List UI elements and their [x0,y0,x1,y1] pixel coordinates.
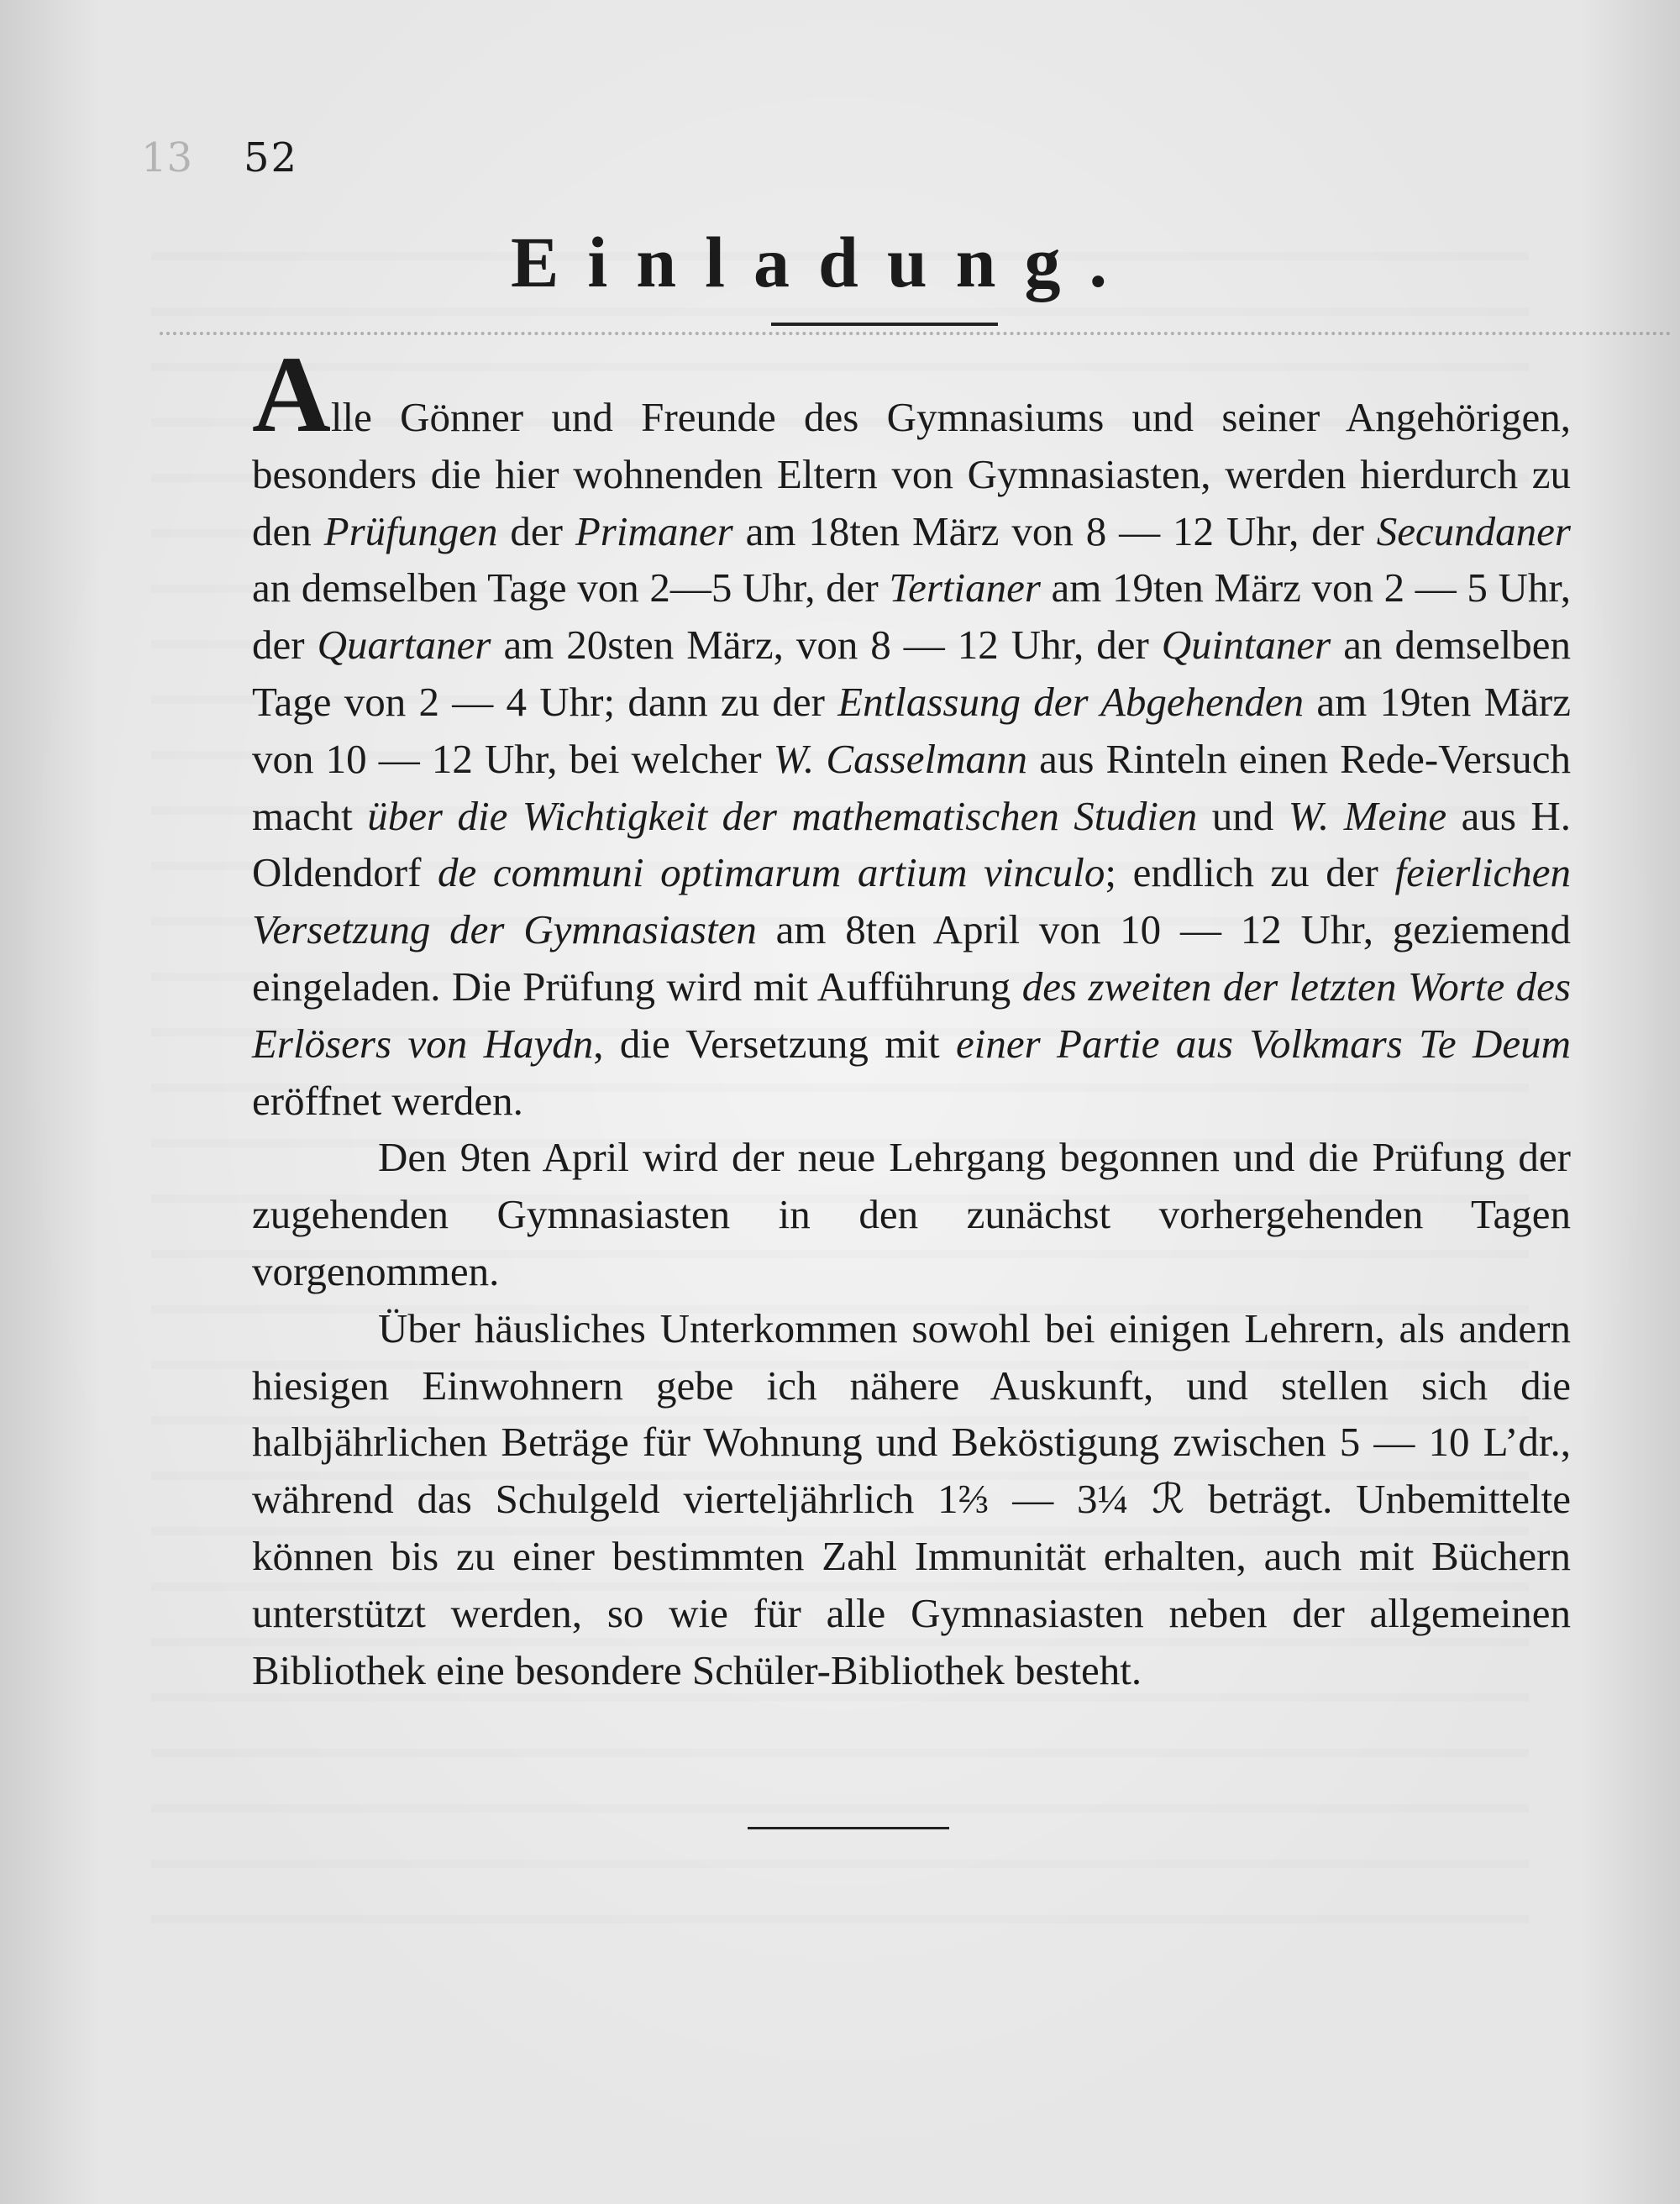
italic-phrase: W. Casselmann [773,735,1027,782]
text-run: am 20sten März, von 8 — 12 Uhr, der [491,622,1162,669]
body-paragraph [252,1300,1571,1699]
italic-phrase: feierlichen Versetzung der Gymnasiasten [252,849,1572,953]
drop-cap-letter: A [252,334,331,455]
body-text [252,334,1572,1698]
ornament-dotted-rule [160,332,1672,335]
body-paragraph [252,1129,1571,1299]
text-run: eröffnet werden. [252,1077,523,1124]
body-paragraph [252,334,1572,1129]
text-run: Über häusliches Unterkommen sowohl bei einigen Lehrern, als andern hiesigen Einwohnern gebe ich nähere Auskunft, und stellen sich die halbjährlichen Beträge für Wohnung und Beköstigung zwischen 5 — 10 L’dr., während das Schulgeld vierteljährlich 1⅔ — 3¼ ℛ beträgt. Unbemittelte können bis zu einer bestimmten Zahl Immunität erhalten, auch mit Büchern unterstützt werden, so wie für alle Gymnasiasten neben der allgemeinen Bibliothek eine besondere Schüler-Bibliothek besteht. [252,1304,1571,1693]
text-run: Den 9ten April wird der neue Lehrgang begonnen und die Prüfung der zugehenden Gymnasiasten in den zunächst vorhergehenden Tagen vorgenommen. [252,1134,1571,1294]
text-run: der [497,507,575,554]
italic-phrase: über die Wichtigkeit der mathematischen Studien [367,792,1198,839]
italic-phrase: des zweiten der letzten Worte des Erlösers von Haydn [252,963,1571,1067]
italic-phrase: einer Partie aus Volkmars Te Deum [955,1020,1571,1067]
italic-phrase: de communi optimarum artium vinculo [438,849,1105,896]
closing-rule [748,1827,949,1829]
italic-phrase: Entlassung der Abgehenden [837,678,1305,725]
text-run: ; endlich zu der [1105,849,1395,896]
italic-phrase: Secundaner [1376,507,1572,554]
italic-phrase: Quartaner [317,622,491,669]
italic-phrase: W. Meine [1288,792,1447,839]
text-run: und [1197,792,1289,839]
text-run: am 8ten April von 10 — 12 Uhr, geziemend eingeladen. Die Prüfung wird mit Aufführung [252,906,1571,1010]
text-run: aus H. Oldendorf [252,792,1571,896]
italic-phrase: Primaner [575,507,733,554]
text-run: an demselben Tage von 2—5 Uhr, der [252,564,890,611]
text-run: am 19ten März von 10 — 12 Uhr, bei welcher [252,678,1572,782]
italic-phrase: Prüfungen [323,507,498,554]
text-run: lle Gönner und Freunde des Gymnasiums und seiner Angehörigen, besonders die hier wohnenden Eltern von Gymnasiasten, werden hierdurch zu den [252,394,1571,554]
page-number: 52 [244,134,299,181]
text-run: , die Versetzung mit [593,1020,956,1067]
text-run: aus Rinteln einen Rede-Versuch macht [252,735,1571,839]
italic-phrase: Quintaner [1161,622,1331,669]
text-run: am 19ten März von 2 — 5 Uhr, der [252,564,1571,669]
italic-phrase: Tertianer [889,564,1041,611]
title-underline-rule [771,323,998,326]
page-mark: 13 [141,134,193,181]
text-run: am 18ten März von 8 — 12 Uhr, der [732,507,1377,554]
text-run: an demselben Tage von 2 — 4 Uhr; dann zu der [252,622,1571,725]
page-title: Einladung. [511,222,1136,302]
